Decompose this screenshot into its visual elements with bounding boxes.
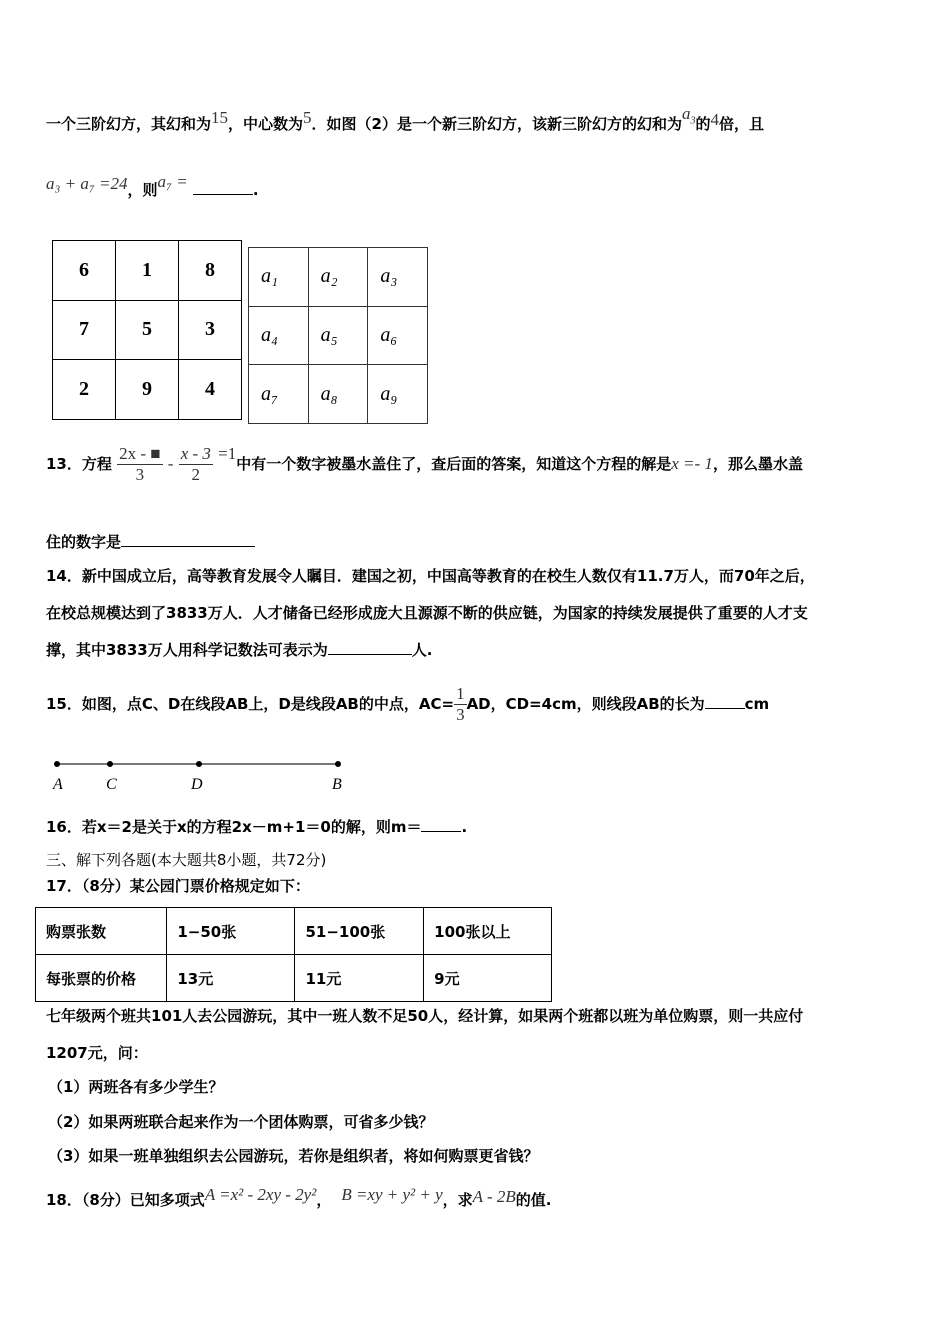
table-cell: 每张票的价格 [36, 955, 167, 1002]
unit: cm [744, 695, 770, 713]
expression: A - 2B [472, 1187, 516, 1206]
multiplier: 4 [710, 110, 719, 129]
table-cell: a₃ [368, 248, 428, 307]
q17-sub1: （1）两班各有多少学生？ [48, 1078, 224, 1096]
text: AD，CD=4cm，则线段AB的长为 [466, 695, 705, 713]
point-d [196, 761, 202, 767]
text: 的 [695, 115, 711, 133]
magic-square-2 [248, 247, 428, 424]
fraction-2: $\frac{x - 3}{2}$ [180, 444, 211, 484]
table-row [36, 955, 552, 1002]
table-cell: a₉ [368, 365, 428, 424]
solution: x =- 1 [671, 454, 713, 473]
q16-line: 16．若x＝2是关于x的方程2x－m+1＝0的解，则m＝ . [46, 818, 468, 836]
table-cell: a₂ [308, 248, 368, 307]
minus: - [167, 454, 174, 473]
table-cell: 9 [116, 360, 179, 420]
table-cell: 4 [179, 360, 242, 420]
q14-line3: 撑，其中3833万人用科学记数法可表示为 人. [46, 641, 433, 659]
magic-square-1 [52, 240, 242, 420]
q14-line2: 在校总规模达到了3833万人．人才储备已经形成庞大且源源不断的供应链，为国家的持续发展提供了重要的人才支 [46, 604, 808, 622]
text: 倍，且 [719, 115, 765, 133]
fraction-1: $\frac{2x - ■}{3}$ [119, 444, 161, 484]
table-row [53, 360, 242, 420]
label-b: B [332, 776, 342, 793]
q12-line1 [46, 104, 765, 141]
table-cell: 1−50张 [167, 908, 295, 955]
table-row [53, 241, 242, 301]
table-cell: 5 [116, 300, 179, 360]
text: 18．（8分）已知多项式 [46, 1191, 205, 1209]
table-cell: 2 [53, 360, 116, 420]
table-cell: 7 [53, 300, 116, 360]
text: ，中心数为 [228, 115, 304, 133]
a3-var: $a_3$ [681, 104, 696, 127]
label-a: A [53, 776, 63, 793]
q17-sub2: （2）如果两班联合起来作为一个团体购票，可省多少钱？ [48, 1113, 434, 1131]
polynomial-a: A =x² - 2xy - 2y² [204, 1185, 317, 1204]
table-cell: 51−100张 [295, 908, 424, 955]
table-cell: 1 [116, 241, 179, 301]
answer-blank[interactable] [328, 640, 412, 655]
point-a [54, 761, 60, 767]
magic-sum: 15 [211, 108, 229, 127]
text: ，则 [127, 181, 158, 199]
text: 中有一个数字被墨水盖住了，查后面的答案，知道这个方程的解是 [236, 455, 672, 473]
answer-blank[interactable] [705, 694, 745, 709]
table-cell: 9元 [424, 955, 552, 1002]
table-cell: 13元 [167, 955, 295, 1002]
table-cell: 100张以上 [424, 908, 552, 955]
section-heading: 三、解下列各题(本大题共8小题，共72分) [46, 851, 327, 869]
polynomial-b: B =xy + y² + y [341, 1185, 443, 1204]
q15-line [46, 684, 769, 725]
table-cell: 购票张数 [36, 908, 167, 955]
q17-line1: 七年级两个班共101人去公园游玩，其中一班人数不足50人，经计算，如果两个班都以班为单位购票，则一共应付 [46, 1007, 804, 1025]
a7-formula: a₇ = [157, 172, 188, 191]
table-cell: a₅ [308, 306, 368, 365]
table-row [53, 300, 242, 360]
question-number: 13．方程 [46, 455, 112, 473]
table-cell: a₇ [249, 365, 309, 424]
text: 一个三阶幻方，其幻和为 [46, 115, 212, 133]
table-cell: 8 [179, 241, 242, 301]
price-table [35, 907, 552, 1002]
q14-line1: 14．新中国成立后，高等教育发展令人瞩目．建国之初，中国高等教育的在校生人数仅有11.7万人，而70年之后， [46, 567, 815, 585]
point-c [107, 761, 113, 767]
point-b [335, 761, 341, 767]
table-cell: 3 [179, 300, 242, 360]
answer-blank[interactable] [421, 817, 461, 832]
q13-line2 [46, 532, 255, 552]
equals-one: =1 [218, 444, 237, 463]
q17-sub3: （3）如果一班单独组织去公园游玩，若你是组织者，将如何购票更省钱？ [48, 1147, 539, 1165]
q18-line: 18．（8分）已知多项式A =x² - 2xy - 2y²， B =xy + y² + y，求A - 2B的值. [46, 1185, 552, 1209]
label-c: C [106, 776, 117, 793]
text: 住的数字是 [46, 533, 122, 551]
table-cell: 6 [53, 241, 116, 301]
text: 15．如图，点C、D在线段AB上，D是线段AB的中点，AC= [46, 695, 455, 713]
table-cell: a₄ [249, 306, 309, 365]
q17-intro: 17．（8分）某公园门票价格规定如下： [46, 877, 310, 895]
table-cell: a₈ [308, 365, 368, 424]
q13-line1 [46, 444, 803, 485]
table-row [36, 908, 552, 955]
condition-formula: a₃ + a₇ =24 [46, 174, 128, 193]
q17-line2: 1207元，问： [46, 1044, 148, 1062]
table-cell: a₁ [249, 248, 309, 307]
text: ．如图（2）是一个新三阶幻方，该新三阶幻方的幻和为 [311, 115, 682, 133]
label-d: D [191, 776, 203, 793]
text: ，那么墨水盖 [712, 455, 803, 473]
fraction-one-third: $\frac{1}{3}$ [456, 684, 465, 724]
text: . [252, 181, 259, 199]
table-row [249, 365, 428, 424]
table-cell: a₆ [368, 306, 428, 365]
table-row [249, 248, 428, 307]
center-number: 5 [303, 108, 312, 127]
table-cell: 11元 [295, 955, 424, 1002]
table-row [249, 306, 428, 365]
answer-blank[interactable] [121, 532, 255, 547]
answer-blank[interactable] [193, 180, 253, 195]
q12-line2 [46, 172, 259, 200]
